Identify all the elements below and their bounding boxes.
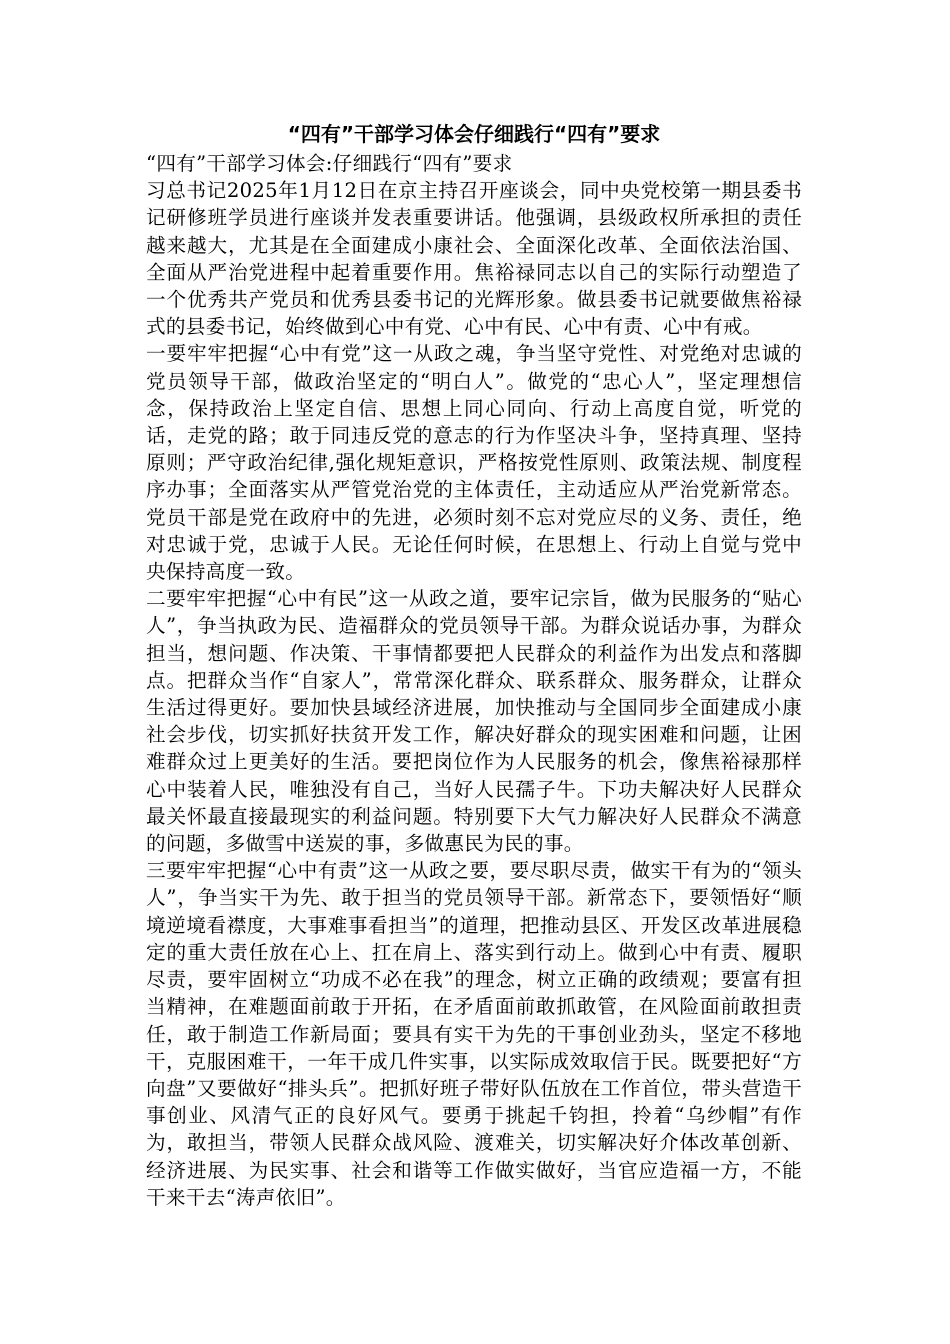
document-title: “四有”干部学习体会仔细践行“四有”要求	[287, 122, 661, 146]
paragraph-responsibility: 三要牢牢把握“心中有责”这一从政之要，要尽职尽责，做实干有为的“领头人”，争当实干为先、敢于担当的党员领导干部。新常态下，要领悟好“顺境逆境看襟度，大事难事看担当”的道理，把推动县区、开发区改革进展稳定的重大责任放在心上、扛在肩上、落实到行动上。做到心中有责、履职尽责，要牢固树立“功成不必在我”的理念，树立正确的政绩观；要富有担当精神，在难题面前敢于开拓，在矛盾面前敢抓敢管，在风险面前敢担责任，敢于制造工作新局面；要具有实干为先的干事创业劲头，坚定不移地干，克服困难干，一年干成几件实事，以实际成效取信于民。既要把好“方向盘”又要做好“排头兵”。把抓好班子带好队伍放在工作首位，带头营造干事创业、风清气正的良好风气。要勇于挑起千钧担，拎着“乌纱帽”有作为，敢担当，带领人民群众战风险、渡难关，切实解决好介体改革创新、经济进展、为民实事、社会和谐等工作做实做好，当官应造福一方，不能干来干去“涛声依旧”。	[146, 859, 802, 1209]
document-subtitle: “四有”干部学习体会:仔细践行“四有”要求	[146, 152, 513, 175]
paragraph-people: 二要牢牢把握“心中有民”这一从政之道，要牢记宗旨，做为民服务的“贴心人”，争当执政为民、造福群众的党员领导干部。为群众说话办事，为群众担当，想问题、作决策、干事情都要把人民群众的利益作为出发点和落脚点。把群众当作“自家人”，常常深化群众、联系群众、服务群众，让群众生活过得更好。要加快县域经济进展，加快推动与全国同步全面建成小康社会步伐，切实抓好扶贫开发工作，解决好群众的现实困难和问题，让困难群众过上更美好的生活。要把岗位作为人民服务的机会，像焦裕禄那样心中装着人民，唯独没有自己，当好人民孺子牛。下功夫解决好人民群众最关怀最直接最现实的利益问题。特别要下大气力解决好人民群众不满意的问题，多做雪中送炭的事，多做惠民为民的事。	[146, 587, 802, 856]
document-page	[146, 118, 802, 1211]
paragraph-party: 一要牢牢把握“心中有党”这一从政之魂，争当坚守党性、对党绝对忠诚的党员领导干部，做政治坚定的“明白人”。做党的“忠心人”，坚定理想信念，保持政治上坚定自信、思想上同心同向、行动上高度自觉，听党的话，走党的路；敢于同违反党的意志的行为作坚决斗争，坚持真理、坚持原则；严守政治纪律,强化规矩意识，严格按党性原则、政策法规、制度程序办事；全面落实从严管党治党的主体责任，主动适应从严治党新常态。党员干部是党在政府中的先进，必须时刻不忘对党应尽的义务、责任，绝对忠诚于党，忠诚于人民。无论任何时候，在思想上、行动上自觉与党中央保持高度一致。	[146, 342, 802, 584]
paragraph-intro: 习总书记2025年1月12日在京主持召开座谈会，同中央党校第一期县委书记研修班学员进行座谈并发表重要讲话。他强调，县级政权所承担的责任越来越大，尤其是在全面建成小康社会、全面深化改革、全面依法治国、全面从严治党进程中起着重要作用。焦裕禄同志以自己的实际行动塑造了一个优秀共产党员和优秀县委书记的光辉形象。做县委书记就要做焦裕禄式的县委书记，始终做到心中有党、心中有民、心中有责、心中有戒。	[146, 179, 802, 339]
